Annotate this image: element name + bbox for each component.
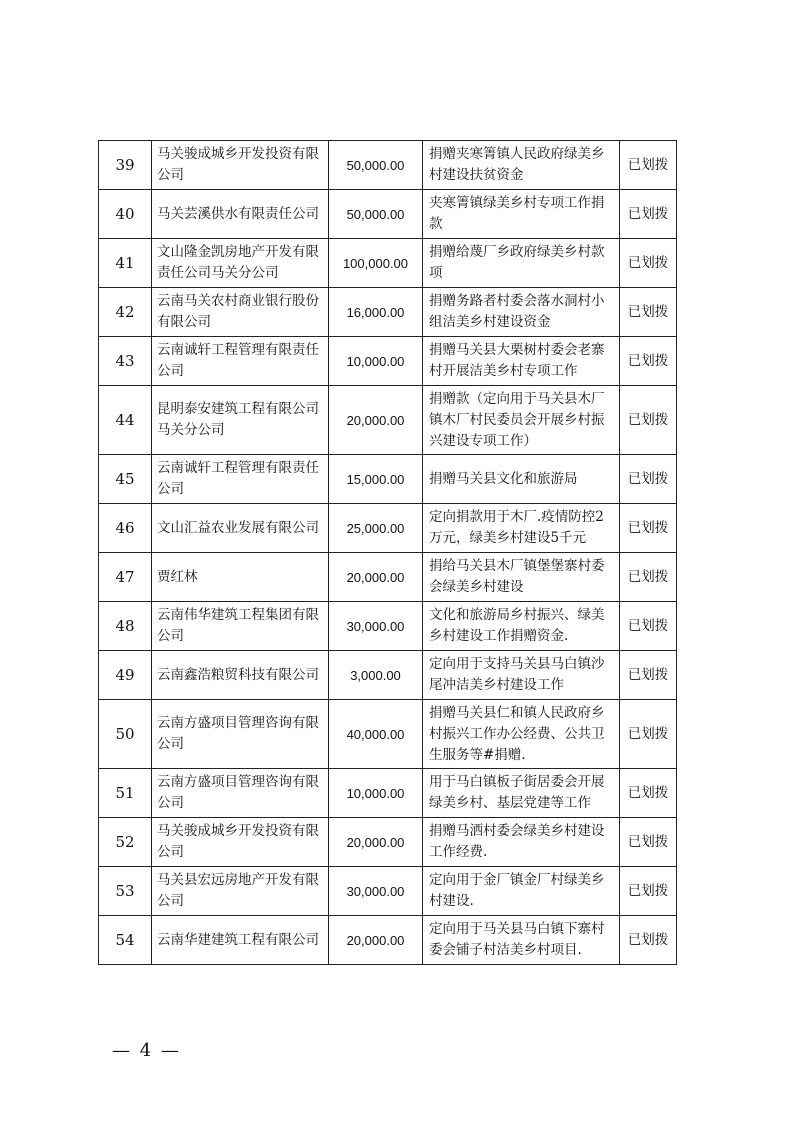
row-number: 47 [99,553,152,602]
table-row [99,386,677,455]
row-number: 51 [99,769,152,818]
table-row [99,700,677,769]
donation-table-container [98,140,677,965]
allocation-status: 已划拨 [620,651,677,700]
donation-amount: 40,000.00 [329,700,423,769]
allocation-status: 已划拨 [620,916,677,965]
donor-name: 云南方盛项目管理咨询有限公司 [152,769,329,818]
table-row [99,651,677,700]
donor-name: 云南诚轩工程管理有限责任公司 [152,337,329,386]
donation-amount: 50,000.00 [329,141,423,190]
donation-purpose: 捐给马关县木厂镇堡堡寨村委会绿美乡村建设 [423,553,620,602]
row-number: 45 [99,455,152,504]
donation-amount: 20,000.00 [329,818,423,867]
row-number: 48 [99,602,152,651]
donation-table [98,140,677,965]
table-row [99,190,677,239]
row-number: 39 [99,141,152,190]
donation-purpose: 捐赠夹寒箐镇人民政府绿美乡村建设扶贫资金 [423,141,620,190]
table-row [99,867,677,916]
donation-amount: 10,000.00 [329,769,423,818]
donation-amount: 20,000.00 [329,916,423,965]
donation-purpose: 定向用于马关县马白镇下寨村委会铺子村洁美乡村项目. [423,916,620,965]
donation-table-body [99,141,677,965]
allocation-status: 已划拨 [620,553,677,602]
donor-name: 文山隆金凯房地产开发有限责任公司马关分公司 [152,239,329,288]
donation-purpose: 捐赠马关县文化和旅游局 [423,455,620,504]
donation-amount: 20,000.00 [329,386,423,455]
donation-purpose: 定向用于支持马关县马白镇沙尾冲洁美乡村建设工作 [423,651,620,700]
donation-amount: 100,000.00 [329,239,423,288]
donation-purpose: 文化和旅游局乡村振兴、绿美乡村建设工作捐赠资金. [423,602,620,651]
donor-name: 马关县宏远房地产开发有限公司 [152,867,329,916]
donor-name: 昆明泰安建筑工程有限公司马关分公司 [152,386,329,455]
donation-purpose: 捐赠给蔑厂乡政府绿美乡村款项 [423,239,620,288]
donation-purpose: 定向用于金厂镇金厂村绿美乡村建设. [423,867,620,916]
donation-purpose: 捐赠马关县仁和镇人民政府乡村振兴工作办公经费、公共卫生服务等#捐赠. [423,700,620,769]
row-number: 54 [99,916,152,965]
allocation-status: 已划拨 [620,239,677,288]
allocation-status: 已划拨 [620,818,677,867]
table-row [99,239,677,288]
donation-amount: 10,000.00 [329,337,423,386]
allocation-status: 已划拨 [620,455,677,504]
donor-name: 云南马关农村商业银行股份有限公司 [152,288,329,337]
donation-amount: 20,000.00 [329,553,423,602]
table-row [99,337,677,386]
donation-purpose: 捐赠款（定向用于马关县木厂镇木厂村民委员会开展乡村振兴建设专项工作） [423,386,620,455]
allocation-status: 已划拨 [620,337,677,386]
table-row [99,602,677,651]
donation-amount: 15,000.00 [329,455,423,504]
donation-purpose: 夹寒箐镇绿美乡村专项工作捐款 [423,190,620,239]
table-row [99,818,677,867]
row-number: 50 [99,700,152,769]
table-row [99,504,677,553]
allocation-status: 已划拨 [620,769,677,818]
row-number: 41 [99,239,152,288]
row-number: 43 [99,337,152,386]
table-row [99,288,677,337]
donor-name: 贾红林 [152,553,329,602]
table-row [99,916,677,965]
donor-name: 云南伟华建筑工程集团有限公司 [152,602,329,651]
table-row [99,455,677,504]
donor-name: 马关骏成城乡开发投资有限公司 [152,141,329,190]
donor-name: 云南鑫浩粮贸科技有限公司 [152,651,329,700]
row-number: 53 [99,867,152,916]
donor-name: 云南华建建筑工程有限公司 [152,916,329,965]
donation-purpose: 捐赠务路者村委会落水洞村小组洁美乡村建设资金 [423,288,620,337]
row-number: 46 [99,504,152,553]
allocation-status: 已划拨 [620,602,677,651]
donation-amount: 3,000.00 [329,651,423,700]
page-number: — 4 — [112,1040,181,1061]
allocation-status: 已划拨 [620,141,677,190]
donor-name: 云南诚轩工程管理有限责任公司 [152,455,329,504]
allocation-status: 已划拨 [620,288,677,337]
donation-purpose: 捐赠马关县大栗树村委会老寨村开展洁美乡村专项工作 [423,337,620,386]
row-number: 52 [99,818,152,867]
donation-amount: 16,000.00 [329,288,423,337]
table-row [99,769,677,818]
row-number: 44 [99,386,152,455]
row-number: 42 [99,288,152,337]
table-row [99,553,677,602]
donor-name: 马关芸溪供水有限责任公司 [152,190,329,239]
donation-purpose: 捐赠马洒村委会绿美乡村建设工作经费. [423,818,620,867]
donation-amount: 30,000.00 [329,867,423,916]
donation-amount: 25,000.00 [329,504,423,553]
donation-purpose: 定向捐款用于木厂.疫情防控2万元，绿美乡村建设5千元 [423,504,620,553]
allocation-status: 已划拨 [620,700,677,769]
donation-amount: 30,000.00 [329,602,423,651]
donor-name: 云南方盛项目管理咨询有限公司 [152,700,329,769]
donor-name: 文山汇益农业发展有限公司 [152,504,329,553]
allocation-status: 已划拨 [620,386,677,455]
row-number: 40 [99,190,152,239]
donor-name: 马关骏成城乡开发投资有限公司 [152,818,329,867]
donation-amount: 50,000.00 [329,190,423,239]
allocation-status: 已划拨 [620,504,677,553]
donation-purpose: 用于马白镇板子街居委会开展绿美乡村、基层党建等工作 [423,769,620,818]
allocation-status: 已划拨 [620,867,677,916]
allocation-status: 已划拨 [620,190,677,239]
row-number: 49 [99,651,152,700]
table-row [99,141,677,190]
